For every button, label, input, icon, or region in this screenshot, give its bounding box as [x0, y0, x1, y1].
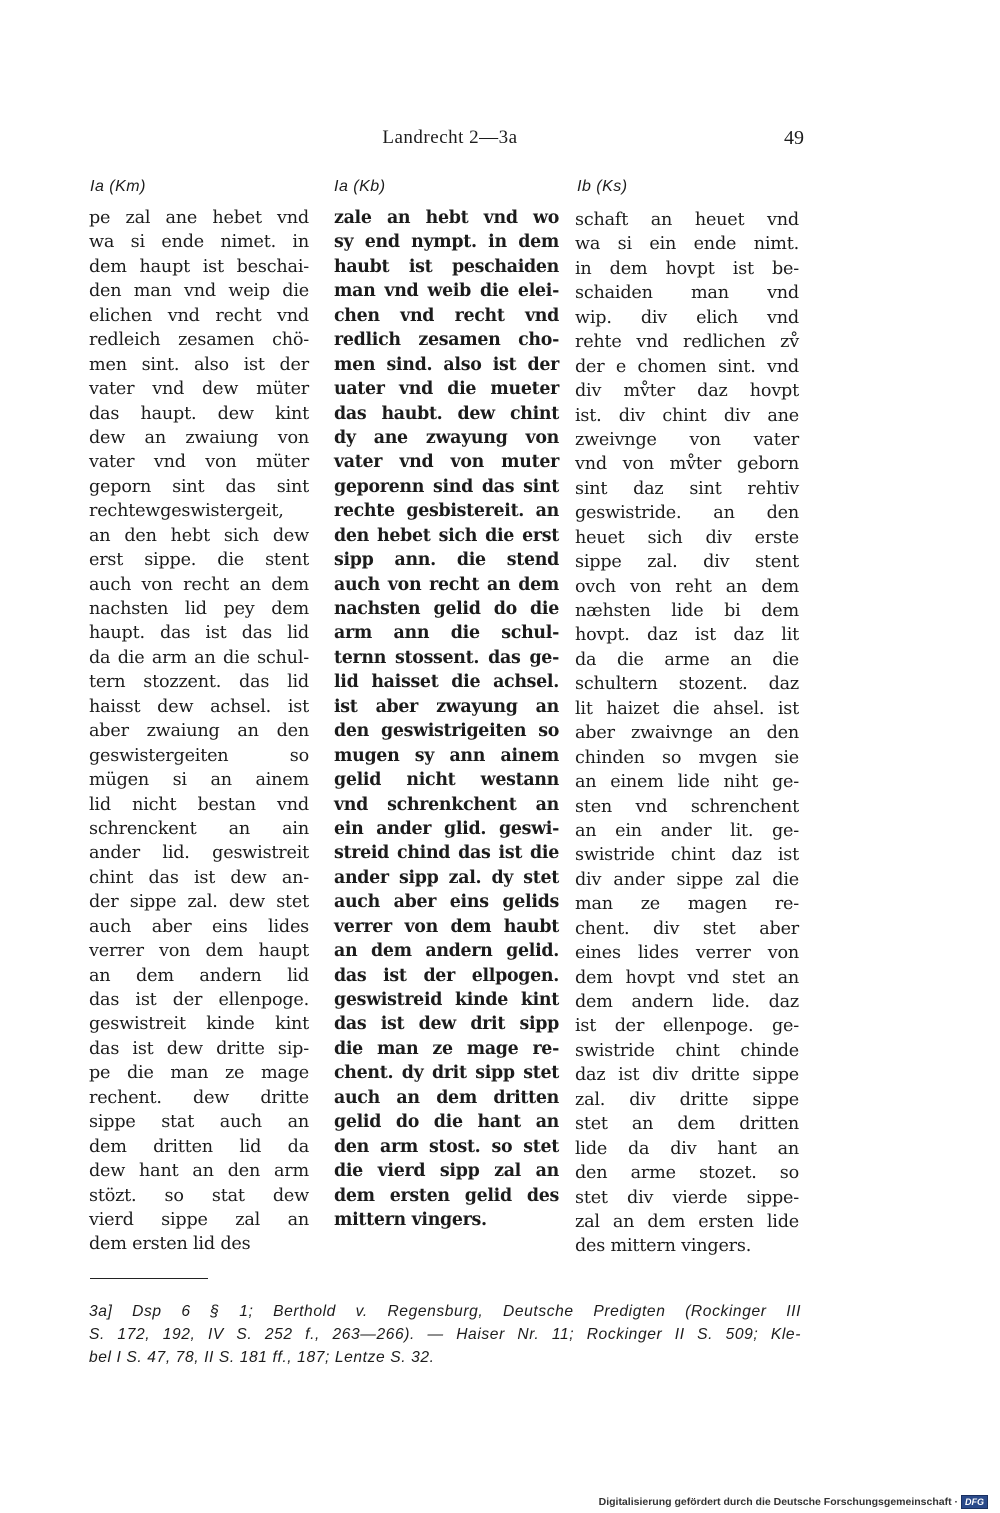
text-line: pe die man ze mage: [89, 1063, 309, 1084]
text-line: der sippe zal. dew stet: [89, 892, 309, 913]
text-line: ander lid. geswistreit: [89, 843, 309, 864]
text-line: haupt. das ist das lid: [89, 623, 309, 644]
text-line: auch von recht an dem: [334, 574, 559, 595]
text-line: ovch von reht an dem: [575, 576, 799, 597]
running-title: Landrecht 2—3a: [382, 127, 518, 148]
footnote-line: S. 172, 192, IV S. 252 f., 263—266). — Haiser Nr. 11; Rockinger II S. 509; Kle-: [89, 1326, 801, 1343]
text-line: vater vnd von müter: [89, 452, 309, 473]
text-line: den arme stozet. so: [575, 1163, 799, 1184]
text-line: an einem lide niht ge-: [575, 772, 799, 793]
text-line: rechte gesbistereit. an: [334, 501, 559, 522]
text-column-a: [89, 206, 309, 1257]
text-line: dew an zwaiung von: [89, 427, 309, 448]
text-column-c: [575, 208, 799, 1259]
page-number: 49: [784, 127, 804, 149]
text-line: aber zwaiung an den: [89, 721, 309, 742]
text-line: sipp ann. die stend: [334, 550, 559, 571]
text-line: haisst dew achsel. ist: [89, 696, 309, 717]
text-line: men sint. also ist der: [89, 354, 309, 375]
text-line: stet div vierde sippe-: [575, 1187, 799, 1208]
text-line: das ist der ellenpoge.: [89, 990, 309, 1010]
text-line: dem ersten gelid des: [334, 1185, 559, 1206]
text-line: den geswistrigeiten so: [334, 721, 559, 742]
text-line: auch aber eins lides: [89, 916, 309, 937]
text-line: ternn stossent. das ge-: [334, 647, 559, 668]
text-line: sy end nympt. in dem: [334, 232, 559, 253]
text-line: nachsten lid pey dem: [89, 599, 309, 619]
text-line: men sind. also ist der: [334, 354, 559, 375]
text-line: geswistride. an den: [575, 503, 799, 524]
text-line: an ein ander lit. ge-: [575, 820, 799, 841]
text-line: sippe stat auch an: [89, 1112, 309, 1133]
footnote-line: bel I S. 47, 78, II S. 181 ff., 187; Lentze S. 32.: [89, 1349, 435, 1366]
text-line: redlich zesamen cho-: [334, 330, 559, 351]
text-line: ist der ellenpoge. ge-: [575, 1016, 799, 1037]
footnote: [89, 1300, 801, 1369]
text-line: da die arm an die schul-: [89, 647, 309, 668]
text-line: pe zal ane hebet vnd: [89, 208, 309, 228]
text-line: sint daz sint rehtiv: [575, 478, 799, 499]
text-line: chent. div stet aber: [575, 918, 799, 939]
text-line: schrenckent an ain: [89, 818, 309, 839]
text-line: lit haizet die ahsel. ist: [575, 698, 799, 719]
text-line: wa si ende nimet. in: [89, 232, 309, 253]
footnote-line: 3a] Dsp 6 § 1; Berthold v. Regensburg, Deutsche Predigten (Rockinger III: [89, 1303, 801, 1320]
text-line: div ander sippe zal die: [575, 869, 799, 890]
text-line: rechtewgeswistergeit,: [89, 501, 284, 522]
text-line: heuet sich div erste: [575, 527, 799, 548]
text-line: chent. dy drit sipp stet: [334, 1063, 559, 1084]
text-line: dem ersten lid des: [89, 1234, 251, 1255]
text-line: dew hant an den arm: [89, 1161, 309, 1182]
text-line: auch aber eins gelids: [334, 892, 559, 913]
text-line: tern stozzent. das lid: [89, 672, 309, 693]
text-line: dy ane zwayung von: [334, 427, 559, 448]
text-line: mügen si an ainem: [89, 770, 309, 791]
text-line: da die arme an die: [575, 649, 799, 670]
text-line: næhsten lide bi dem: [575, 601, 799, 621]
text-line: zale an hebt vnd wo: [334, 208, 559, 228]
text-line: rehte vnd redlichen zv̊: [575, 332, 799, 353]
column-heading-a: Ia (Km): [90, 178, 146, 195]
text-line: lid nicht bestan vnd: [89, 794, 309, 815]
text-line: stet an dem dritten: [575, 1114, 799, 1135]
text-line: geswistreit kinde kint: [89, 1014, 309, 1035]
text-line: das ist der ellpogen.: [334, 965, 559, 986]
text-line: ist. div chint div ane: [575, 405, 799, 426]
text-line: das ist dew dritte sip-: [89, 1038, 309, 1059]
dfg-logo: DFG: [961, 1495, 988, 1509]
text-line: zal an dem ersten lide: [575, 1211, 799, 1232]
text-line: zweivnge von vater: [575, 429, 799, 450]
text-line: das haubt. dew chint: [334, 403, 559, 424]
text-line: des mittern vingers.: [575, 1236, 752, 1257]
text-line: man ze magen re-: [575, 894, 799, 915]
text-line: mugen sy ann ainem: [334, 745, 559, 766]
text-line: streid chind das ist die: [334, 843, 559, 864]
text-column-b: [334, 206, 559, 1232]
text-line: vierd sippe zal an: [89, 1209, 309, 1230]
text-line: lide da div hant an: [575, 1138, 799, 1159]
text-line: chint das ist dew an-: [89, 867, 309, 888]
footnote-rule: [90, 1278, 208, 1279]
text-line: in dem hovpt ist be-: [575, 258, 799, 279]
text-line: geporenn sind das sint: [334, 476, 559, 497]
text-line: auch von recht an dem: [89, 574, 309, 595]
text-line: vnd schrenkchent an: [334, 794, 559, 815]
text-line: vater vnd von muter: [334, 452, 559, 473]
text-line: chen vnd recht vnd: [334, 305, 559, 326]
text-line: verrer von dem haupt: [89, 941, 309, 962]
text-line: wip. div elich vnd: [575, 307, 799, 328]
text-line: swistride chint chinde: [575, 1040, 799, 1061]
text-line: dem dritten lid da: [89, 1136, 309, 1157]
text-line: den hebet sich die erst: [334, 525, 559, 546]
text-line: gelid do die hant an: [334, 1112, 559, 1133]
text-line: schaft an heuet vnd: [575, 210, 799, 230]
text-line: nachsten gelid do die: [334, 599, 559, 619]
text-line: wa si ein ende nimt.: [575, 234, 799, 255]
text-line: verrer von dem haubt: [334, 916, 559, 937]
column-heading-b: Ia (Kb): [334, 178, 386, 195]
text-line: sippe zal. div stent: [575, 552, 799, 573]
text-line: stözt. so stat dew: [89, 1185, 309, 1206]
text-line: an den hebt sich dew: [89, 525, 309, 546]
text-line: ander sipp zal. dy stet: [334, 867, 559, 888]
text-line: swistride chint daz ist: [575, 845, 799, 866]
text-line: die vierd sipp zal an: [334, 1161, 559, 1182]
text-line: schaiden man vnd: [575, 283, 799, 304]
text-line: redleich zesamen chö-: [89, 330, 309, 351]
text-line: vnd von mv̊ter geborn: [575, 454, 799, 475]
text-line: geporn sint das sint: [89, 476, 309, 497]
text-line: sten vnd schrenchent: [575, 796, 799, 817]
text-line: dem hovpt vnd stet an: [575, 967, 799, 988]
text-line: dem andern lide. daz: [575, 992, 799, 1012]
text-line: rechent. dew dritte: [89, 1087, 309, 1108]
text-line: an dem andern gelid.: [334, 941, 559, 962]
text-line: das haupt. dew kint: [89, 403, 309, 424]
text-line: zal. div dritte sippe: [575, 1089, 799, 1110]
text-line: man vnd weib die elei-: [334, 281, 559, 302]
text-line: arm ann die schul-: [334, 623, 559, 644]
text-line: gelid nicht westann: [334, 770, 559, 791]
text-line: eines lides verrer von: [575, 943, 799, 964]
text-line: das ist dew drit sipp: [334, 1014, 559, 1035]
text-line: haubt ist peschaiden: [334, 256, 559, 277]
text-line: elichen vnd recht vnd: [89, 305, 309, 326]
text-line: ein ander glid. geswi-: [334, 818, 559, 839]
text-line: den man vnd weip die: [89, 281, 309, 302]
text-line: geswistergeiten so: [89, 745, 309, 766]
text-line: hovpt. daz ist daz lit: [575, 625, 799, 646]
text-line: mittern vingers.: [334, 1209, 487, 1230]
text-line: div mv̊ter daz hovpt: [575, 381, 799, 402]
running-head: [0, 127, 1000, 157]
column-heading-c: Ib (Ks): [577, 178, 628, 195]
text-line: chinden so mvgen sie: [575, 747, 799, 768]
text-line: vater vnd dew müter: [89, 379, 309, 400]
text-line: ist aber zwayung an: [334, 696, 559, 717]
text-line: die man ze mage re-: [334, 1038, 559, 1059]
text-line: aber zwaivnge an den: [575, 723, 799, 744]
text-line: an dem andern lid: [89, 965, 309, 986]
text-line: dem haupt ist beschai-: [89, 256, 309, 277]
text-line: geswistreid kinde kint: [334, 990, 559, 1010]
text-line: der e chomen sint. vnd: [575, 356, 799, 377]
text-line: auch an dem dritten: [334, 1087, 559, 1108]
text-line: lid haisset die achsel.: [334, 672, 559, 693]
digitization-credit: [599, 1495, 988, 1509]
text-line: den arm stost. so stet: [334, 1136, 559, 1157]
text-line: erst sippe. die stent: [89, 550, 309, 571]
credit-text: Digitalisierung gefördert durch die Deutsche Forschungsgemeinschaft ·: [598, 1496, 958, 1508]
text-line: schultern stozent. daz: [575, 674, 799, 695]
text-line: daz ist div dritte sippe: [575, 1065, 799, 1086]
text-line: uater vnd die mueter: [334, 379, 559, 400]
